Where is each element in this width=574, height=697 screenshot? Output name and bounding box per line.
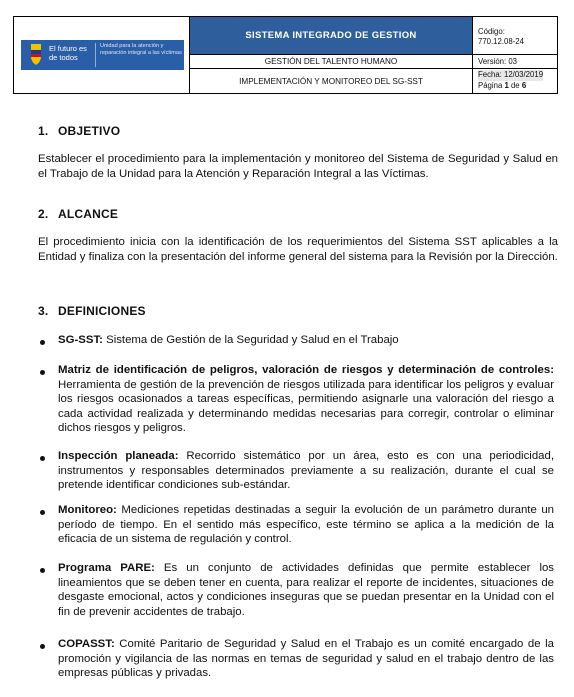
document-date: Fecha: 12/03/2019 [478,70,544,79]
document-version: Versión: 03 [473,55,557,69]
document-header [13,16,558,94]
procedure-name: IMPLEMENTACIÓN Y MONITOREO DEL SG-SST [190,69,473,93]
code-value: 770.12.08-24 [478,36,524,46]
system-title: SISTEMA INTEGRADO DE GESTION [190,17,473,55]
alcance-paragraph: El procedimiento inicia con la identificación de los requerimientos del Sistema SST aplicables a la Entidad y finaliza con la presentación del informe general del sistema para la Revisión por la Dirección. [38,236,558,263]
section-heading-definiciones: 3. DEFINICIONES [38,304,146,318]
bullet-icon [40,568,45,573]
code-label: Código: [478,27,505,36]
definition-item: COPASST: Comité Paritario de Seguridad y Salud en el Trabajo es un comité encargado de la promoción y vigilancia de las normas en temas de seguridad y salud en el trabajo dentro de las empresas públicas y privadas. [58,638,554,679]
document-date-page [473,69,557,93]
logo-divider [95,43,96,67]
bullet-icon [40,340,45,345]
bullet-icon [40,370,45,375]
bullet-icon [40,456,45,461]
entity-logo [21,40,184,70]
page-indicator: Página 1 de 6 [478,80,527,90]
definition-item: Programa PARE: Es un conjunto de actividades definidas que permite establecer los lineamientos que se deben tener en cuenta, para realizar el reporte de incidentes, situaciones de desgaste emocional, actos y condiciones inseguras que se puedan presentar en la Unidad con el fin de prevenir accidentes de trabajo. [58,562,555,618]
logo-entity-name: Unidad para la atención y reparación integral a las víctimas [100,43,182,56]
logo-slogan: El futuro es de todos [49,44,87,62]
objetivo-paragraph: Establecer el procedimiento para la implementación y monitoreo del Sistema de Seguridad y Salud en el Trabajo de la Unidad para la Atención y Reparación Integral a las Víctimas. [38,153,558,180]
logo-cell [14,17,190,93]
bullet-icon [40,644,45,649]
bullet-icon [40,510,45,515]
document-code [473,17,557,55]
section-heading-objetivo: 1. OBJETIVO [38,124,121,138]
definition-item: Matriz de identificación de peligros, valoración de riesgos y determinación de controles: Herramienta de gestión de la prevención de riesgos utilizada para identificar los peligros y evaluar los riesgos ocasionados a tareas específicas, permitiendo asignarle una valoración del riesgo a cada actividad realizada y determinando medidas necesarias para corregir, controlar o eliminar dichos riesgos y peligros. [58,364,554,434]
definition-item: Monitoreo: Mediciones repetidas destinadas a seguir la evolución de un parámetro durante un período de tiempo. En el sentido más específico, este término se aplica a la medición de la eficacia de un sistema de regulación y control. [58,504,554,545]
section-heading-alcance: 2. ALCANCE [38,207,119,221]
definition-item: Inspección planeada: Recorrido sistemático por un área, esto es con una periodicidad, instrumentos y responsables determinados previamente a su realización, durante el cual se pretende identificar condiciones sub-estándar. [58,450,554,491]
definition-item: SG-SST: Sistema de Gestión de la Seguridad y Salud en el Trabajo [58,334,399,346]
coat-of-arms-icon [29,42,43,66]
process-area: GESTIÓN DEL TALENTO HUMANO [190,55,473,69]
